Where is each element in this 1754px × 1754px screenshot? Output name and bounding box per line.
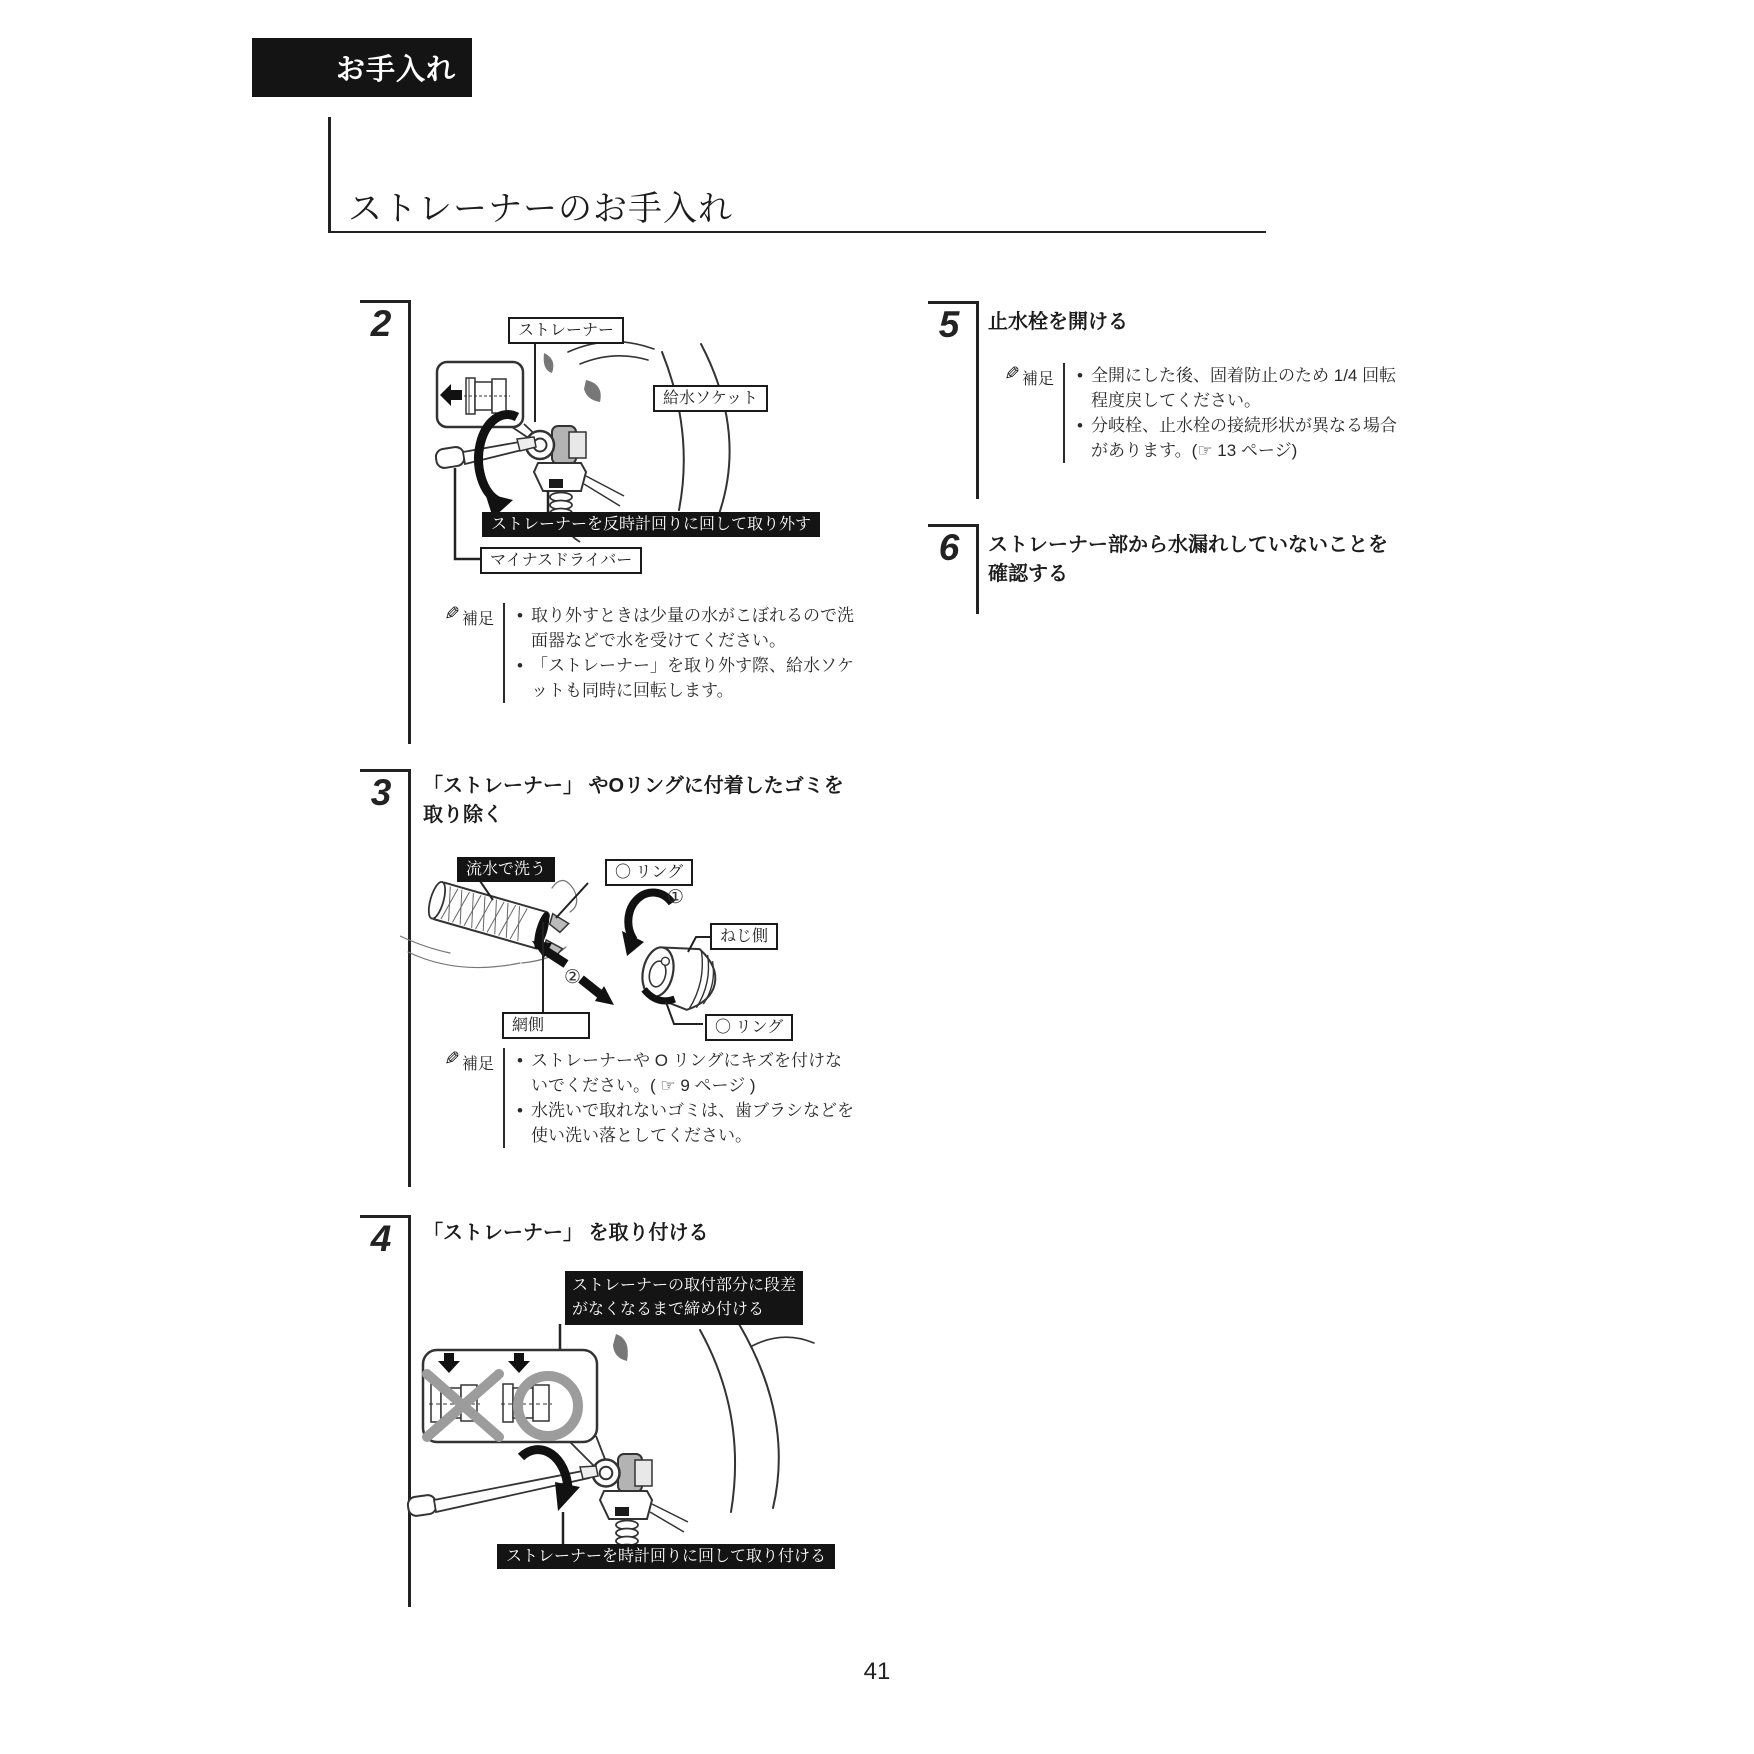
section-tab: お手入れ	[252, 38, 472, 97]
banner-line: ストレーナーの取付部分に段差	[572, 1277, 797, 1294]
note-item: • 「ストレーナー」を取り外す際、給水ソケットも同時に回転します。	[515, 653, 855, 703]
banner-rinse: 流水で洗う	[457, 857, 555, 882]
note-label: 補足	[1022, 371, 1055, 388]
banner-remove-ccw: ストレーナーを反時計回りに回して取り外す	[482, 512, 820, 537]
step2-number: 2	[370, 303, 392, 344]
banner-attach-cw: ストレーナーを時計回りに回して取り付ける	[497, 1544, 835, 1569]
callout-oring-bottom: 〇 リング	[705, 1014, 793, 1041]
step5-heading: 止水栓を開ける	[988, 311, 1128, 333]
step3-note-list	[503, 1048, 855, 1148]
title-underline	[328, 231, 1266, 233]
note-item: • ストレーナーや O リングにキズを付けないでください。( ☞ 9 ページ )	[515, 1048, 855, 1098]
title-vertical-rule	[328, 117, 331, 231]
callout-flathead-screwdriver: マイナスドライバー	[480, 547, 642, 574]
mark-circle-2: ②	[564, 967, 582, 988]
step3-heading: 「ストレーナー」 やOリングに付着したゴミを取り除く	[423, 775, 844, 826]
pull-apart-arrow	[546, 951, 566, 964]
step6-vertical-rule	[976, 524, 979, 614]
step4-figure-art	[400, 1320, 820, 1580]
step6-heading: ストレーナー部から水漏れしていないことを確認する	[988, 534, 1388, 585]
rotate-ccw-arrow	[628, 893, 672, 940]
screw-plug-art	[637, 939, 721, 1015]
mark-circle-1: ①	[667, 887, 685, 908]
pencil-icon: ✎	[1004, 364, 1020, 385]
note-item: • 取り外すときは少量の水がこぼれるので洗面器などで水を受けてください。	[515, 603, 855, 653]
pencil-icon: ✎	[444, 1049, 460, 1070]
step5-number: 5	[938, 304, 960, 345]
step2-note-block	[440, 603, 855, 703]
step6-number: 6	[938, 527, 960, 568]
step4-number: 4	[370, 1218, 392, 1259]
banner-line: がなくなるまで締め付ける	[572, 1301, 765, 1318]
step2-note-list	[503, 603, 855, 703]
callout-water-socket: 給水ソケット	[653, 385, 768, 412]
callout-mesh-side: 網側	[502, 1012, 590, 1039]
step5-note-block	[1000, 363, 1408, 463]
step4-heading: 「ストレーナー」 を取り付ける	[423, 1222, 709, 1244]
note-item: • 分岐栓、止水栓の接続形状が異なる場合があります。(☞ 13 ページ)	[1075, 413, 1408, 463]
pencil-icon: ✎	[444, 604, 460, 625]
tank-shadow	[584, 380, 601, 402]
callout-screw-side: ねじ側	[710, 923, 778, 950]
step5-note-list	[1063, 363, 1408, 463]
page-title: ストレーナーのお手入れ	[348, 190, 733, 228]
step5-vertical-rule	[976, 301, 979, 499]
banner-tighten-flush	[565, 1271, 803, 1325]
note-item: • 全開にした後、固着防止のため 1/4 回転程度戻してください。	[1075, 363, 1408, 413]
step3-note-block	[440, 1048, 855, 1148]
page-number: 41	[863, 1658, 891, 1685]
note-label: 補足	[462, 1056, 495, 1073]
note-label: 補足	[462, 611, 495, 628]
callout-strainer: ストレーナー	[508, 317, 624, 344]
note-item: • 水洗いで取れないゴミは、歯ブラシなどを使い洗い落としてください。	[515, 1098, 855, 1148]
callout-oring-top: 〇 リング	[605, 859, 693, 886]
step3-number: 3	[370, 772, 392, 813]
